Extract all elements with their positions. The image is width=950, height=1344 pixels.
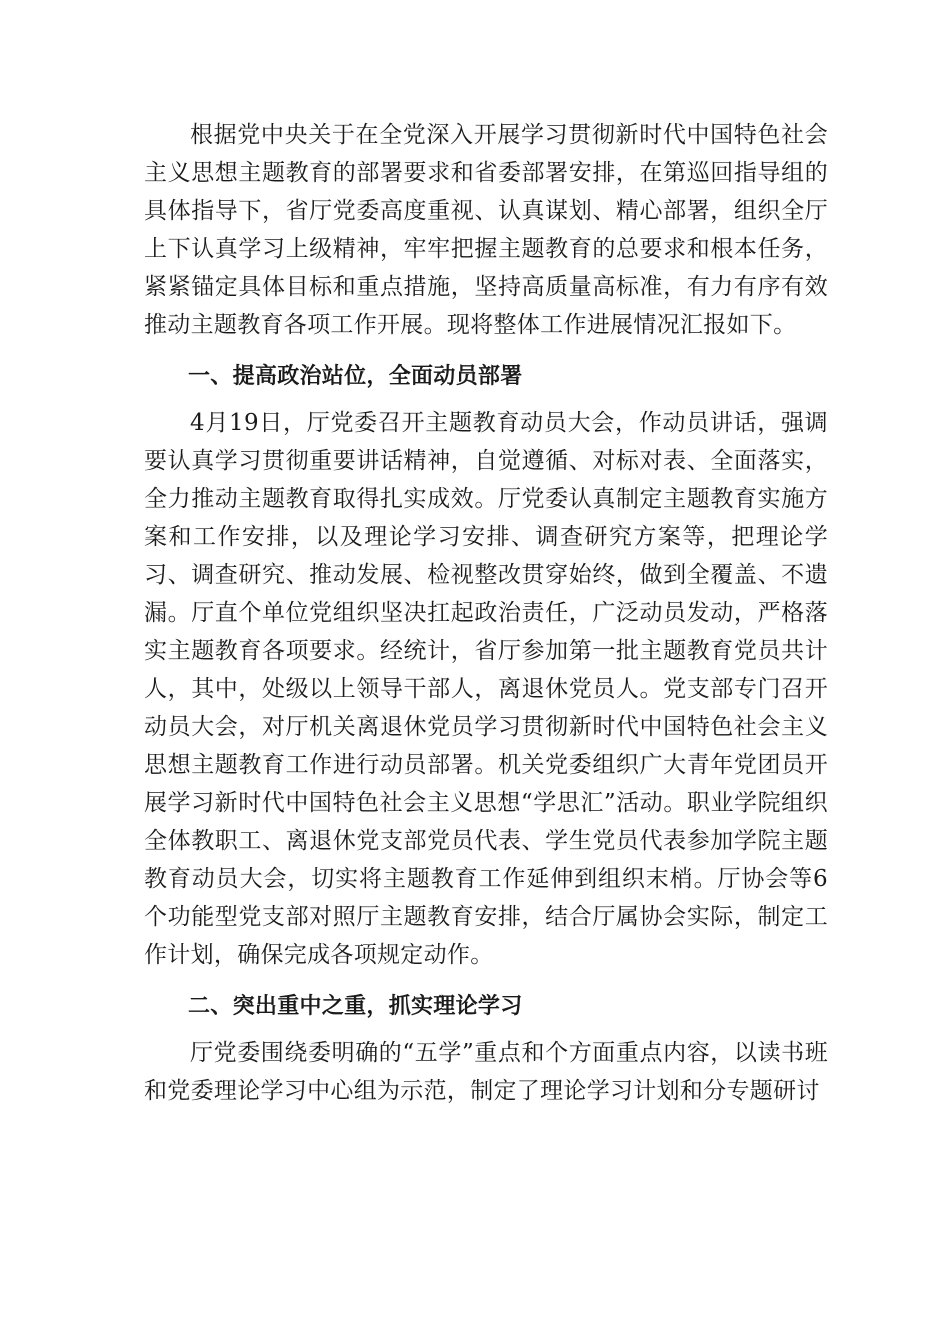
document-body	[144, 116, 828, 1110]
section-2-paragraph: 厅党委围绕委明确的“五学”重点和个方面重点内容，以读书班和党委理论学习中心组为示范，制定了理论学习计划和分专题研讨	[144, 1040, 828, 1104]
section-heading-1: 一、提高政治站位，全面动员部署	[188, 364, 523, 389]
section-1-paragraph: 4月19日，厅党委召开主题教育动员大会，作动员讲话，强调要认真学习贯彻重要讲话精神，自觉遵循、对标对表、全面落实，全力推动主题教育取得扎实成效。厅党委认真制定主题教育实施方案和工作安排，以及理论学习安排、调查研究方案等，把理论学习、调查研究、推动发展、检视整改贯穿始终，做到全覆盖、不遗漏。厅直个单位党组织坚决扛起政治责任，广泛动员发动，严格落实主题教育各项要求。经统计，省厅参加第一批主题教育党员共计人，其中，处级以上领导干部人，离退休党员人。党支部专门召开动员大会，对厅机关离退休党员学习贯彻新时代中国特色社会主义思想主题教育工作进行动员部署。机关党委组织广大青年党团员开展学习新时代中国特色社会主义思想“学思汇”活动。职业学院组织全体教职工、离退休党支部党员代表、学生党员代表参加学院主题教育动员大会，切实将主题教育工作延伸到组织末梢。厅协会等6个功能型党支部对照厅主题教育安排，结合厅属协会实际，制定工作计划，确保完成各项规定动作。	[144, 410, 828, 968]
intro-paragraph: 根据党中央关于在全党深入开展学习贯彻新时代中国特色社会主义思想主题教育的部署要求和省委部署安排，在第巡回指导组的具体指导下，省厅党委高度重视、认真谋划、精心部署，组织全厅上下认真学习上级精神，牢牢把握主题教育的总要求和根本任务，紧紧锚定具体目标和重点措施，坚持高质量高标准，有力有序有效推动主题教育各项工作开展。现将整体工作进展情况汇报如下。	[144, 122, 828, 338]
section-heading-2: 二、突出重中之重，抓实理论学习	[188, 994, 523, 1019]
